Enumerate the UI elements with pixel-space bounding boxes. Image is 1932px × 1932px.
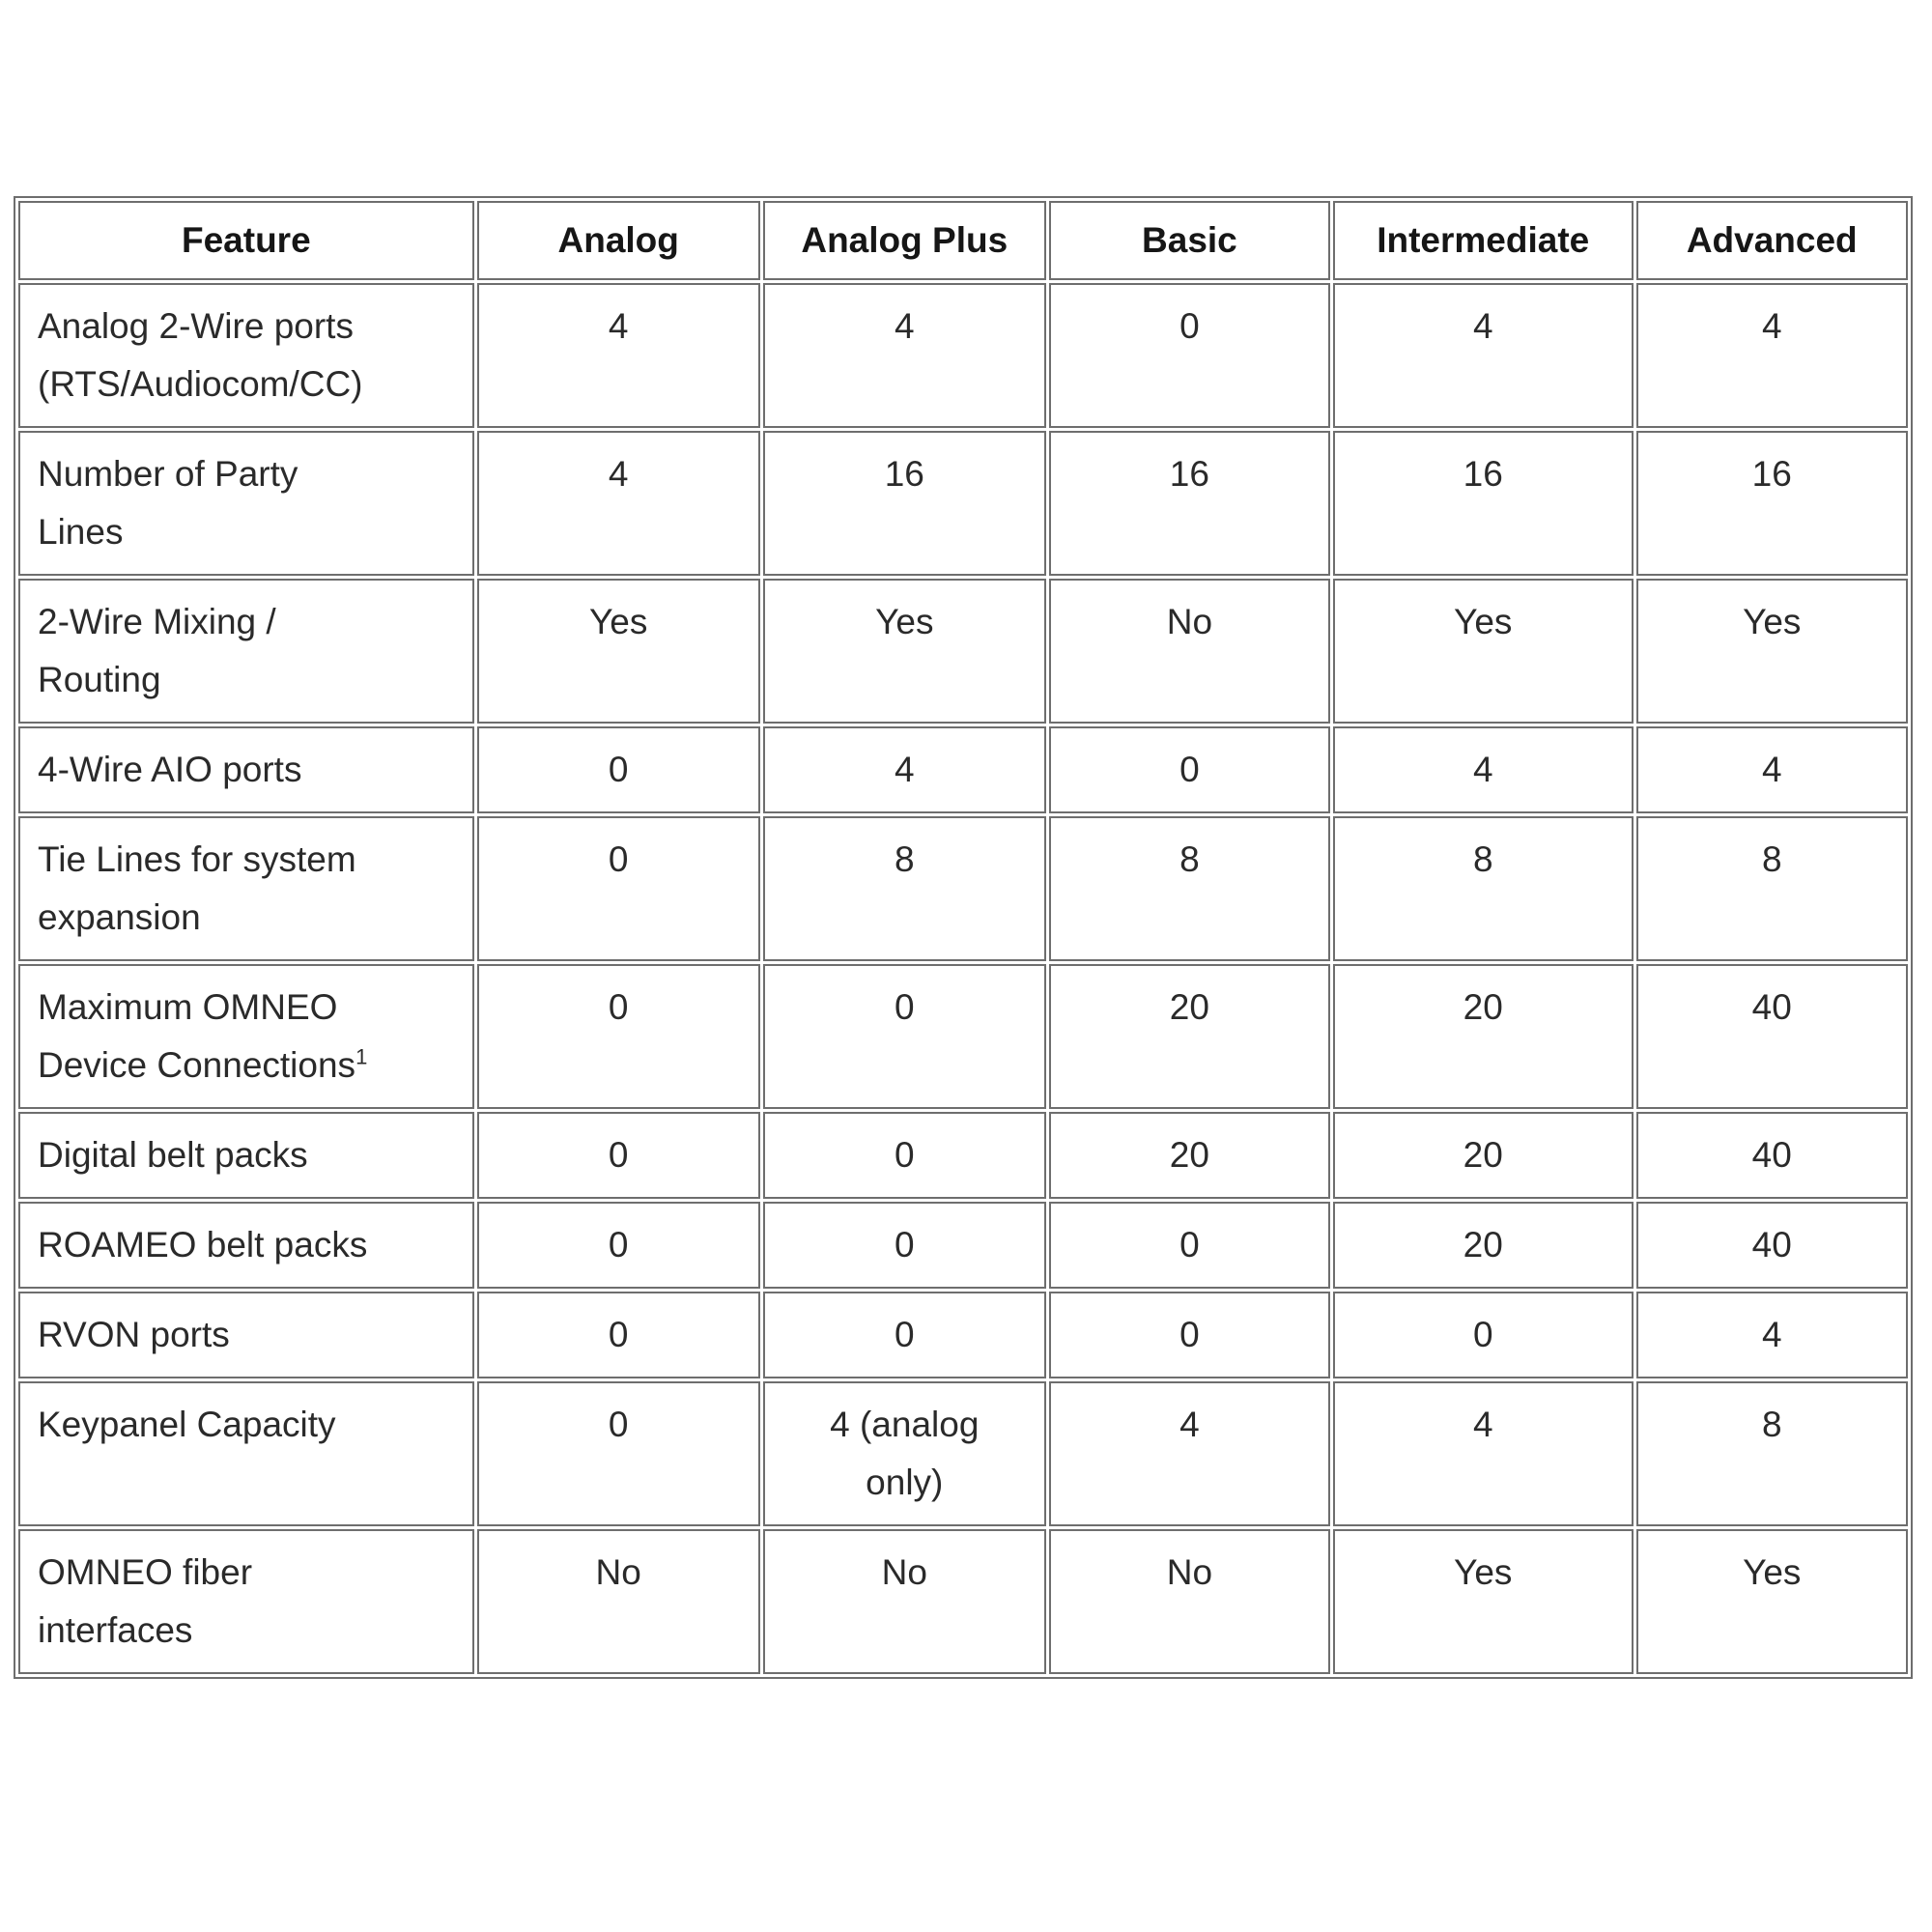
cell-text-line: 4-Wire AIO ports <box>38 750 302 789</box>
value-cell: 4 <box>763 726 1046 813</box>
value-cell: 20 <box>1049 1112 1330 1199</box>
feature-cell <box>18 431 474 576</box>
cell-text-line: Keypanel Capacity <box>38 1405 336 1444</box>
table-row-max-omneo-connections <box>18 964 1908 1109</box>
value-cell: 0 <box>477 816 760 961</box>
cell-text-line: Number of Party <box>38 454 298 494</box>
cell-text-line <box>38 1037 455 1094</box>
value-cell: 0 <box>763 1202 1046 1289</box>
value-cell: No <box>1049 1529 1330 1674</box>
feature-cell <box>18 1112 474 1199</box>
value-cell: 20 <box>1333 1112 1634 1199</box>
value-cell: 0 <box>477 1202 760 1289</box>
feature-cell <box>18 964 474 1109</box>
value-cell: 16 <box>1049 431 1330 576</box>
value-cell: 16 <box>1636 431 1909 576</box>
feature-cell <box>18 1202 474 1289</box>
value-cell: 8 <box>1636 816 1909 961</box>
value-cell: 16 <box>1333 431 1634 576</box>
value-cell: 8 <box>1636 1381 1909 1526</box>
feature-cell <box>18 1292 474 1378</box>
cell-text-line: Digital belt packs <box>38 1135 308 1175</box>
cell-text-line: Lines <box>38 512 124 552</box>
value-cell: 0 <box>477 1112 760 1199</box>
value-cell: 0 <box>477 1381 760 1526</box>
cell-text-line: 4 (analog <box>830 1405 980 1444</box>
cell-text-line: Routing <box>38 660 161 699</box>
value-cell: 0 <box>477 964 760 1109</box>
value-cell: 4 <box>1333 726 1634 813</box>
value-cell: 0 <box>1049 726 1330 813</box>
cell-text-line: Maximum OMNEO <box>38 987 338 1027</box>
cell-text-line: 2-Wire Mixing / <box>38 602 276 641</box>
value-cell: 20 <box>1333 964 1634 1109</box>
column-header-feature: Feature <box>18 201 474 280</box>
value-cell: 0 <box>1049 283 1330 428</box>
column-header-analog-plus: Analog Plus <box>763 201 1046 280</box>
table-row-2wire-mixing-routing <box>18 579 1908 724</box>
feature-cell <box>18 1381 474 1526</box>
cell-text-line: ROAMEO belt packs <box>38 1225 368 1264</box>
column-header-intermediate: Intermediate <box>1333 201 1634 280</box>
value-cell: 0 <box>763 1112 1046 1199</box>
footnote-superscript: 1 <box>355 1044 368 1069</box>
feature-cell <box>18 283 474 428</box>
cell-text-line: RVON ports <box>38 1315 230 1354</box>
value-cell: 4 <box>763 283 1046 428</box>
cell-text-line: (RTS/Audiocom/CC) <box>38 364 363 404</box>
table-row-tie-lines <box>18 816 1908 961</box>
table-row-omneo-fiber-interfaces <box>18 1529 1908 1674</box>
value-cell: Yes <box>1333 579 1634 724</box>
value-cell <box>763 1381 1046 1526</box>
value-cell: 0 <box>477 1292 760 1378</box>
table-row-party-lines <box>18 431 1908 576</box>
table-header-row <box>18 201 1908 280</box>
table-row-4wire-aio-ports <box>18 726 1908 813</box>
value-cell: 40 <box>1636 964 1909 1109</box>
feature-cell <box>18 726 474 813</box>
value-cell: 0 <box>1049 1202 1330 1289</box>
value-cell: 20 <box>1049 964 1330 1109</box>
value-cell: 4 <box>477 431 760 576</box>
cell-text: Device Connections <box>38 1045 356 1085</box>
cell-text-line: Analog 2-Wire ports <box>38 306 354 346</box>
value-cell: Yes <box>1636 1529 1909 1674</box>
value-cell: Yes <box>477 579 760 724</box>
value-cell: Yes <box>1333 1529 1634 1674</box>
cell-text-line: expansion <box>38 897 201 937</box>
value-cell: 0 <box>1333 1292 1634 1378</box>
feature-cell <box>18 579 474 724</box>
table-row-roameo-belt-packs <box>18 1202 1908 1289</box>
value-cell: No <box>763 1529 1046 1674</box>
value-cell: No <box>477 1529 760 1674</box>
value-cell: No <box>1049 579 1330 724</box>
table-row-rvon-ports <box>18 1292 1908 1378</box>
cell-text-line: interfaces <box>38 1610 193 1650</box>
value-cell: 4 <box>1333 283 1634 428</box>
value-cell: 4 <box>1636 283 1909 428</box>
column-header-advanced: Advanced <box>1636 201 1909 280</box>
value-cell: 16 <box>763 431 1046 576</box>
cell-text-line: only) <box>866 1463 944 1502</box>
value-cell: 4 <box>477 283 760 428</box>
value-cell: Yes <box>1636 579 1909 724</box>
feature-comparison-table <box>14 196 1913 1679</box>
value-cell: 0 <box>763 1292 1046 1378</box>
value-cell: 40 <box>1636 1202 1909 1289</box>
table-row-keypanel-capacity <box>18 1381 1908 1526</box>
value-cell: 8 <box>763 816 1046 961</box>
value-cell: 4 <box>1636 1292 1909 1378</box>
cell-text-line: Tie Lines for system <box>38 839 356 879</box>
cell-text-line: OMNEO fiber <box>38 1552 253 1592</box>
column-header-analog: Analog <box>477 201 760 280</box>
value-cell: 0 <box>477 726 760 813</box>
table-row-digital-belt-packs <box>18 1112 1908 1199</box>
value-cell: 4 <box>1333 1381 1634 1526</box>
column-header-basic: Basic <box>1049 201 1330 280</box>
value-cell: 8 <box>1049 816 1330 961</box>
value-cell: 0 <box>763 964 1046 1109</box>
value-cell: 20 <box>1333 1202 1634 1289</box>
value-cell: 40 <box>1636 1112 1909 1199</box>
value-cell: 8 <box>1333 816 1634 961</box>
value-cell: 0 <box>1049 1292 1330 1378</box>
value-cell: Yes <box>763 579 1046 724</box>
feature-cell <box>18 1529 474 1674</box>
feature-cell <box>18 816 474 961</box>
value-cell: 4 <box>1049 1381 1330 1526</box>
table-row-analog-2wire-ports <box>18 283 1908 428</box>
value-cell: 4 <box>1636 726 1909 813</box>
